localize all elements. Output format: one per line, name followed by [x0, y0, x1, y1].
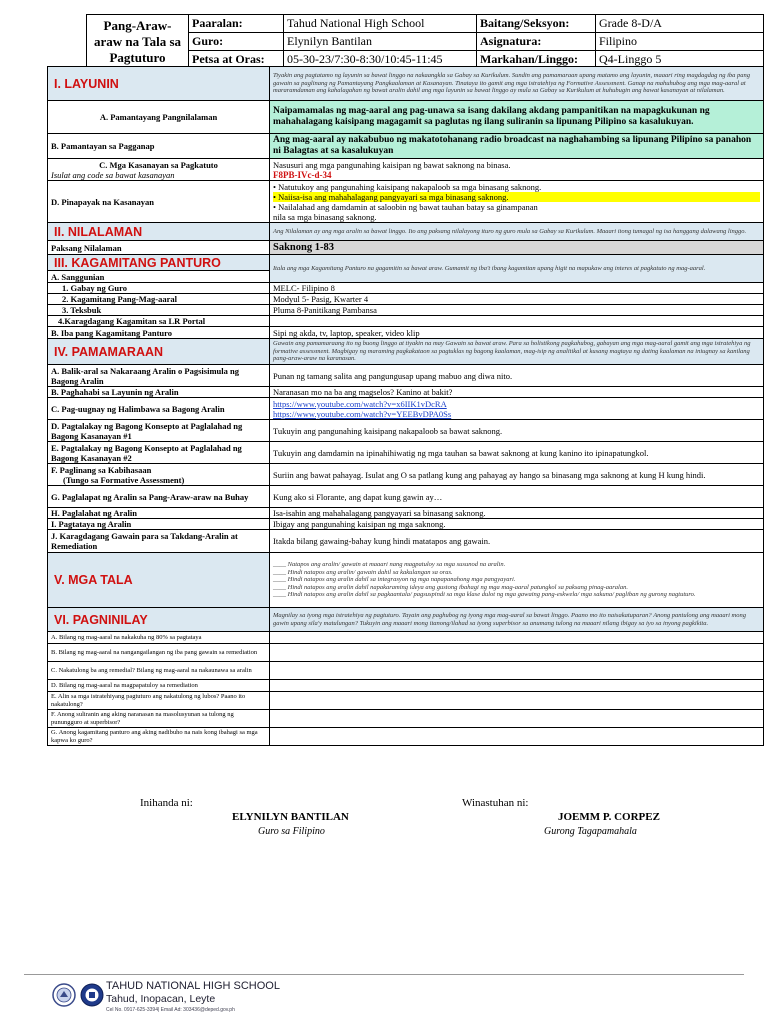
- paglalahat-value: Isa-isahin ang mahahalagang pangyayari sa binasang saknong.: [270, 508, 764, 519]
- layunin-note: Tiyakin ang pagtatamo ng layunin sa bawat linggo na nakaangkla sa Gabay sa Kurikulum. Sundin ang pamamaraan upang matamo ang layunin, maaari ring magdagdag ng iba pang gawain sa paglinang ng Pamantayang Pangkaalaman at Kasanayan. Tinataya ito gamit ang mga istratehiya ng Formative Assessment. Ganap na mahuhubog ang mga mag-aaral at mararamdaman ang kahalagahan ng bawat aralin dahil ang mga layunin sa bawat linggo ay mula sa Gabay sa Kurikulum at huhubugin ang bawat kasanayan at nilalaman.: [270, 67, 764, 101]
- pamamaraan-heading: IV. PAMAMARAAN: [48, 339, 270, 365]
- pag-uugnay-label: C. Pag-uugnay ng Halimbawa sa Bagong Aralin: [48, 398, 270, 420]
- asignatura-label: Asignatura:: [477, 33, 596, 51]
- layunin-heading: I. LAYUNIN: [48, 67, 270, 101]
- asignatura-value: Filipino: [596, 33, 764, 51]
- pagtalakay-1-label: D. Pagtalakay ng Bagong Konsepto at Paglalahad ng Bagong Kasanayan #1: [48, 420, 270, 442]
- pagninilay-answer: [270, 692, 764, 710]
- tala-item: ____ Hindi natapos ang aralin dahil sa integrasyon ng mga napapanahong mga pangyayari.: [273, 576, 516, 584]
- pagninilay-row: E. Alin sa mga istratehiyang pagtuturo ang nakatulong ng lubos? Paano ito nakatulong?: [48, 692, 270, 710]
- pag-uugnay-value: [270, 398, 764, 420]
- pinapayak-value: [270, 181, 764, 223]
- guro-value: Elynilyn Bantilan: [284, 33, 477, 51]
- baitang-label: Baitang/Seksyon:: [477, 15, 596, 33]
- tala-list: [270, 553, 764, 608]
- pinapayak-item-highlighted: • Naiisa-isa ang mahahalagang pangyayari sa mga binasang saknong.: [273, 192, 760, 202]
- nilalaman-note: Ang Nilalaman ay ang mga aralin sa bawat linggo. Ito ang paksang nilalayong ituro ng guro mula sa Gabay sa Kurikulum. Maaari itong tumagal ng isa hanggang dalawang linggo.: [270, 223, 764, 241]
- pagninilay-row: A. Bilang ng mag-aaral na nakakuha ng 80% sa pagtataya: [48, 632, 270, 644]
- pagninilay-answer: [270, 644, 764, 662]
- pinapayak-item: nila sa mga binasang saknong.: [273, 211, 377, 222]
- paglalahat-label: H. Paglalahat ng Aralin: [48, 508, 270, 519]
- prepared-by-name: ELYNILYN BANTILAN: [232, 811, 349, 823]
- pagninilay-note: Magnilay sa iyong mga istratehiya ng pagtuturo. Tayain ang paghubog ng iyong mga mag-aaral sa bawat linggo. Paano mo ito naisakatuparan? Anong pantulong ang maaari mong gawin upang sila'y matulungan? Tukuyin ang maaari mong itanong/ilahad sa iyong superbisor sa anumang tulong na maaari nilang ibigay sa iyo sa inyong pagkikita.: [270, 608, 764, 632]
- markahan-value: Q4-Linggo 5: [596, 51, 764, 69]
- pagtalakay-1-value: Tukuyin ang pangunahing kaisipang nakapaloob sa bawat saknong.: [270, 420, 764, 442]
- gabay-guro-value: MELC- Filipino 8: [270, 283, 764, 294]
- kasanayan-text: Nasusuri ang mga pangunahing kaisipan ng bawat saknong na binasa.: [273, 159, 511, 170]
- sanggunian-label: A. Sanggunian: [48, 271, 270, 283]
- deped-seal-icon: [52, 983, 76, 1007]
- kagamitang-mag-aaral-label: 2. Kagamitang Pang-Mag-aaral: [48, 294, 270, 305]
- pagtalakay-2-value: Tukuyin ang damdamin na ipinahihiwatig ng mga tauhan sa bawat saknong at kung kanino ito ipinapatungkol.: [270, 442, 764, 464]
- pagninilay-answer: [270, 632, 764, 644]
- baitang-value: Grade 8-D/A: [596, 15, 764, 33]
- teksbuk-value: Pluma 8-Panitikang Pambansa: [270, 305, 764, 316]
- kasanayan-code-note: Isulat ang code sa bawat kasanayan: [51, 169, 175, 180]
- pamantayang-pangnilalaman-label: A. Pamantayang Pangnilalaman: [48, 101, 270, 134]
- pagninilay-row: F. Anong suliranin ang aking naranasan na masolusyunan sa tulong ng punungguro at superbisor?: [48, 710, 270, 728]
- balik-aral-label: A. Balik-aral sa Nakaraang Aralin o Pagsisimula ng Bagong Aralin: [48, 365, 270, 387]
- noted-by-label: Winastuhan ni:: [462, 797, 529, 809]
- pagninilay-heading: VI. PAGNINILAY: [48, 608, 270, 632]
- paglinang-label: [48, 464, 270, 486]
- petsa-value: 05-30-23/7:30-8:30/10:45-11:45: [284, 51, 477, 69]
- tala-item: ____ Natapos ang aralin/ gawain at maaari nang magpatuloy sa mga susunod na aralin.: [273, 561, 506, 569]
- iba-pang-kagamitan-label: B. Iba pang Kagamitang Panturo: [48, 327, 270, 339]
- paglinang-label-text: F. Paglinang sa Kabihasaan: [51, 464, 152, 475]
- footer-divider: [24, 974, 744, 975]
- paksa-value: Saknong 1-83: [270, 241, 764, 255]
- pagninilay-row: G. Anong kagamitang panturo ang aking nadibuho na nais kong ibahagi sa mga kapwa ko guro?: [48, 728, 270, 746]
- paaralan-label: Paaralan:: [189, 15, 284, 33]
- lesson-plan-table: [47, 66, 764, 746]
- paksa-label: Paksang Nilalaman: [48, 241, 270, 255]
- tala-item: ____ Hindi natapos ang aralin dahil sa pagkaantala/ pagsuspindi sa mga klase dulot ng mga gawaing pang-eskwela/ mga sakuna/ pagliban ng gurong nagtuturo.: [273, 591, 696, 599]
- paglinang-label-sub: (Tungo sa Formative Assessment): [63, 474, 185, 485]
- nilalaman-heading: II. NILALAMAN: [48, 223, 270, 241]
- pagninilay-answer: [270, 728, 764, 746]
- pagninilay-row: D. Bilang ng mag-aaral na magpapatuloy sa remediation: [48, 680, 270, 692]
- lr-portal-label: 4.Karagdagang Kagamitan sa LR Portal: [48, 316, 270, 327]
- pinapayak-item: • Natutukoy ang pangunahing kaisipang nakapaloob sa mga binasang saknong.: [273, 181, 542, 192]
- iba-pang-kagamitan-value: Sipi ng akda, tv, laptop, speaker, video klip: [270, 327, 764, 339]
- kasanayan-label: [48, 159, 270, 181]
- kagamitan-heading: III. KAGAMITANG PANTURO: [48, 255, 270, 271]
- pagtataya-label: I. Pagtataya ng Aralin: [48, 519, 270, 530]
- video-link-2[interactable]: https://www.youtube.com/watch?v=YEEBvDPA0Ss: [273, 408, 452, 419]
- footer-contact: Cel No. 0917-625-3394| Email Ad: 303436@deped.gov.ph: [106, 1007, 235, 1013]
- video-link-1[interactable]: https://www.youtube.com/watch?v=x6IIK1vDcRA: [273, 398, 447, 409]
- paaralan-value: Tahud National High School: [284, 15, 477, 33]
- footer-school-name: TAHUD NATIONAL HIGH SCHOOL: [106, 980, 280, 992]
- balik-aral-value: Punan ng tamang salita ang pangungusap upang mabuo ang diwa nito.: [270, 365, 764, 387]
- document-title: Pang-Araw-araw na Tala sa Pagtuturo: [87, 15, 189, 69]
- school-seal-icon: [80, 983, 104, 1007]
- pamantayan-pagganap-label: B. Pamantayan sa Pagganap: [48, 134, 270, 159]
- pagtataya-value: Ibigay ang pangunahing kaisipan ng mga saknong.: [270, 519, 764, 530]
- paglalapat-value: Kung ako si Florante, ang dapat kung gawin ay…: [270, 486, 764, 508]
- kagamitan-note: Itala ang mga Kagamitang Panturo na gagamitin sa bawat araw. Gumamit ng iba't ibang kagamitan upang higit na mapukaw ang interes at pagkatuto ng mag-aaral.: [270, 255, 764, 283]
- header-table: [86, 14, 764, 69]
- paglinang-value: Suriin ang bawat pahayag. Isulat ang O sa patlang kung ang pahayag ay hango sa binasang mga saknong at kung H kung hindi.: [270, 464, 764, 486]
- paghahabi-label: B. Paghahabi sa Layunin ng Aralin: [48, 387, 270, 398]
- petsa-label: Petsa at Oras:: [189, 51, 284, 69]
- kasanayan-label-text: C. Mga Kasanayan sa Pagkatuto: [99, 159, 218, 170]
- pagninilay-row: B. Bilang ng mag-aaral na nangangailangan ng iba pang gawain sa remediation: [48, 644, 270, 662]
- noted-by-name: JOEMM P. CORPEZ: [558, 811, 660, 823]
- pinapayak-item: • Nailalahad ang damdamin at saloobin ng bawat tauhan batay sa ginampanan: [273, 201, 538, 212]
- pamamaraan-note: Gawain ang pamamaraang ito ng buong linggo at tiyakin na may Gawain sa bawat araw. Para sa holistikong pagkahubog, gabayan ang mga mag-aaral gamit ang mga istratehiya ng formative assessment. Magbigay ng maraming pagkakataon sa pagtuklas ng bagong kaalaman, mag-isip ng analitikal at kusang magtaya ng dating kaalaman na iniugnay sa kanilang pang-araw-araw na karanasan.: [270, 339, 764, 365]
- paglalapat-label: G. Paglalapat ng Aralin sa Pang-Araw-araw na Buhay: [48, 486, 270, 508]
- pamantayang-pangnilalaman-value: Naipamamalas ng mag-aaral ang pag-unawa sa isang dakilang akdang pampanitikan na mapagkukunan ng mahahalagang kaisipang magagamit sa paglutas ng ilang suliranin sa lipunang Pilipino sa kasalukuyan.: [270, 101, 764, 134]
- pagninilay-answer: [270, 710, 764, 728]
- pinapayak-label: D. Pinapayak na Kasanayan: [48, 181, 270, 223]
- karagdagang-gawain-value: Itakda bilang gawaing-bahay kung hindi matatapos ang gawain.: [270, 530, 764, 553]
- paghahabi-value: Naranasan mo na ba ang magselos? Kanino at bakit?: [270, 387, 764, 398]
- gabay-guro-label: 1. Gabay ng Guro: [48, 283, 270, 294]
- noted-by-role: Gurong Tagapamahala: [544, 826, 637, 837]
- lr-portal-value: [270, 316, 764, 327]
- pamantayan-pagganap-value: Ang mag-aaral ay nakabubuo ng makatotohanang radio broadcast na naghahambing sa lipunang Pilipino sa panahon ni Balagtas at sa kasalukuyan: [270, 134, 764, 159]
- tala-item: ____ Hindi natapos ang aralin/ gawain dahil sa kakulangan sa oras.: [273, 568, 453, 576]
- tala-item: ____ Hindi natapos ang aralin dahil napakaraming ideya ang gustong ibahagi ng mga mag-aaral patungkol sa paksang pinag-aaralan.: [273, 583, 628, 591]
- footer-address: Tahud, Inopacan, Leyte: [106, 993, 216, 1005]
- kasanayan-code: F8PB-IVc-d-34: [273, 169, 332, 180]
- guro-label: Guro:: [189, 33, 284, 51]
- pagtalakay-2-label: E. Pagtalakay ng Bagong Konsepto at Paglalahad ng Bagong Kasanayan #2: [48, 442, 270, 464]
- pagninilay-answer: [270, 680, 764, 692]
- kagamitang-mag-aaral-value: Modyul 5- Pasig, Kwarter 4: [270, 294, 764, 305]
- prepared-by-role: Guro sa Filipino: [258, 826, 325, 837]
- kasanayan-value: [270, 159, 764, 181]
- pagninilay-answer: [270, 662, 764, 680]
- markahan-label: Markahan/Linggo:: [477, 51, 596, 69]
- teksbuk-label: 3. Teksbuk: [48, 305, 270, 316]
- pagninilay-row: C. Nakatulong ba ang remedial? Bilang ng mag-aaral na nakaunawa sa aralin: [48, 662, 270, 680]
- prepared-by-label: Inihanda ni:: [140, 797, 193, 809]
- karagdagang-gawain-label: J. Karagdagang Gawain para sa Takdang-Aralin at Remediation: [48, 530, 270, 553]
- tala-heading: V. MGA TALA: [48, 553, 270, 608]
